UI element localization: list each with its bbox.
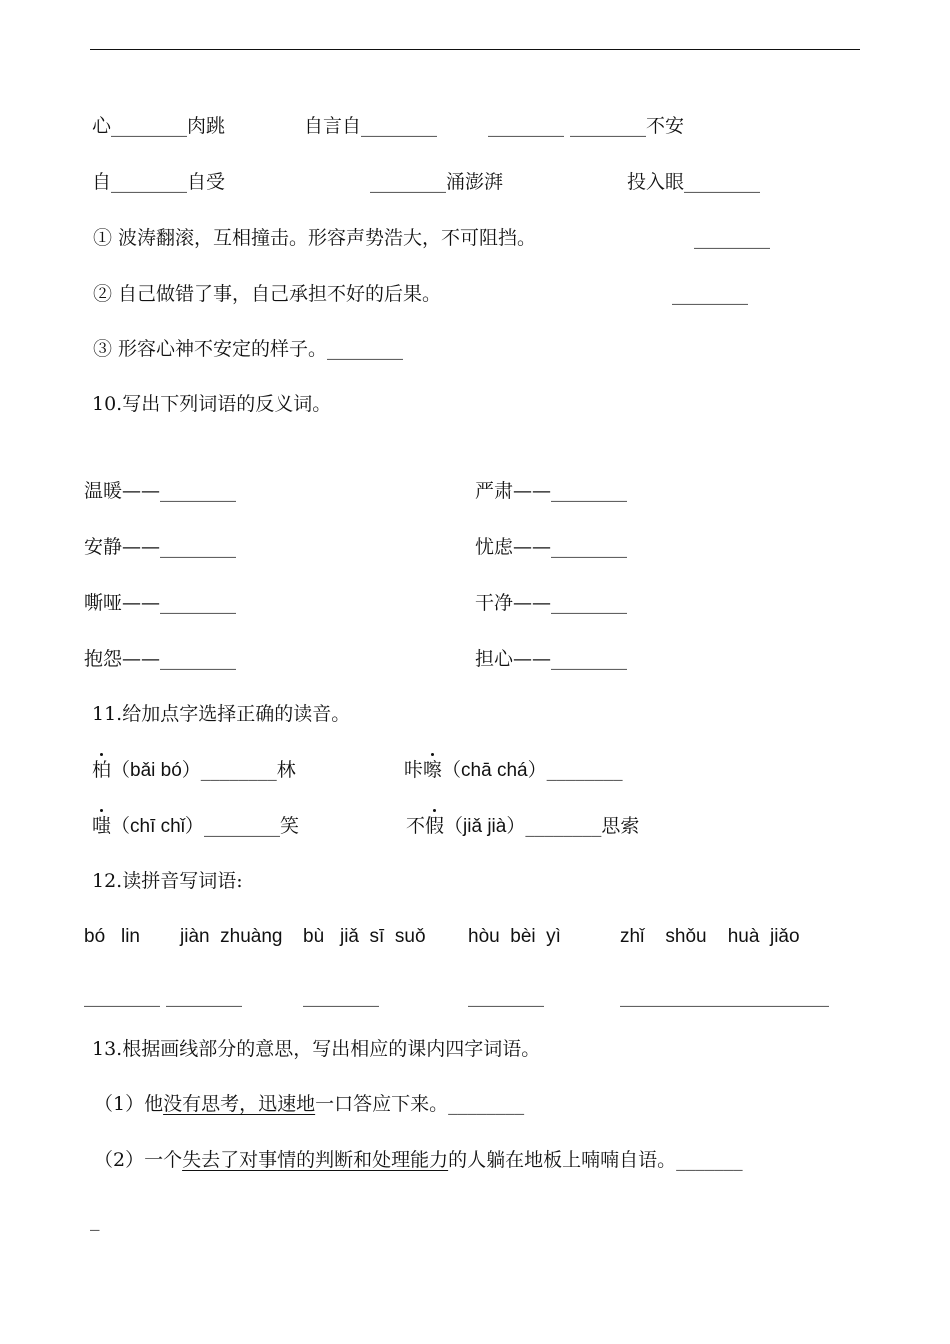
dotted-character: 柏 xyxy=(92,759,112,781)
idiom-blank-5: ________涌澎湃 xyxy=(370,171,504,193)
antonym-item: 担心——________ xyxy=(475,648,628,670)
antonym-item: 忧虑——________ xyxy=(475,536,628,558)
pinyin-word: bù jiǎ sī suǒ xyxy=(303,926,426,947)
reading-item-4: 不假（jiǎ jià）________思索 xyxy=(406,815,640,837)
antonym-item: 嘶哑——________ xyxy=(84,592,237,614)
sentence-item-1: （1）他没有思考，迅速地一口答应下来。________ xyxy=(94,1093,525,1115)
reading-item-1: 柏（bǎi bó）________林 xyxy=(92,759,296,781)
pinyin-word: jiàn zhuàng xyxy=(180,926,283,947)
idiom-definition-2: ② 自己做错了事，自己承担不好的后果。 xyxy=(93,283,442,305)
idiom-blank-4: 自________自受 xyxy=(92,171,226,193)
answer-blank: ________ xyxy=(468,985,544,1007)
answer-blank: ________ ________ xyxy=(84,985,243,1007)
sentence-item-2: （2）一个失去了对事情的判断和处理能力的人躺在地板上喃喃自语。_______ xyxy=(94,1149,743,1171)
reading-item-2: 咔嚓（chā chá）________ xyxy=(404,759,623,781)
idiom-blank-6: 投入眼________ xyxy=(627,171,761,193)
pinyin-options: （bǎi bó） xyxy=(111,760,201,781)
idiom-blank-3: ________ ________不安 xyxy=(488,115,685,137)
answer-blank: ________ xyxy=(303,985,379,1007)
pinyin-word: bó lin xyxy=(84,926,140,947)
pinyin-options: （jiǎ jià） xyxy=(444,816,526,837)
answer-blank: ______________________ xyxy=(620,985,829,1007)
answer-blank: ________ xyxy=(694,227,770,249)
antonym-item: 严肃——________ xyxy=(475,480,628,502)
question-10-title: 10.写出下列词语的反义词。 xyxy=(92,393,332,415)
idiom-definition-1: ① 波涛翻滚，互相撞击。形容声势浩大，不可阻挡。 xyxy=(93,227,537,249)
antonym-item: 干净——________ xyxy=(475,592,628,614)
idiom-definition-3: ③ 形容心神不安定的样子。________ xyxy=(93,338,404,360)
question-11-title: 11.给加点字选择正确的读音。 xyxy=(92,703,351,725)
underlined-phrase: 没有思考，迅速地 xyxy=(163,1093,316,1115)
dotted-character: 假 xyxy=(425,815,445,837)
header-rule xyxy=(90,49,860,50)
dotted-character: 嗤 xyxy=(92,815,112,837)
idiom-blank-2: 自言自________ xyxy=(304,115,438,137)
antonym-item: 温暖——________ xyxy=(84,480,237,502)
question-13-title: 13.根据画线部分的意思，写出相应的课内四字词语。 xyxy=(92,1038,541,1060)
antonym-item: 抱怨——________ xyxy=(84,648,237,670)
pinyin-word: zhǐ shǒu huà jiǎo xyxy=(620,926,800,947)
antonym-item: 安静——________ xyxy=(84,536,237,558)
pinyin-options: （chā chá） xyxy=(442,760,547,781)
dotted-character: 嚓 xyxy=(423,759,443,781)
reading-item-3: 嗤（chī chǐ）________笑 xyxy=(92,815,299,837)
answer-blank: ________ xyxy=(672,283,748,305)
underlined-phrase: 失去了对事情的判断和处理能力 xyxy=(182,1149,449,1171)
answer-blank-overflow: _ xyxy=(90,1209,100,1231)
question-12-title: 12.读拼音写词语: xyxy=(92,870,243,892)
idiom-blank-1: 心________肉跳 xyxy=(92,115,226,137)
pinyin-options: （chī chǐ） xyxy=(111,816,204,837)
pinyin-word: hòu bèi yì xyxy=(468,926,561,947)
